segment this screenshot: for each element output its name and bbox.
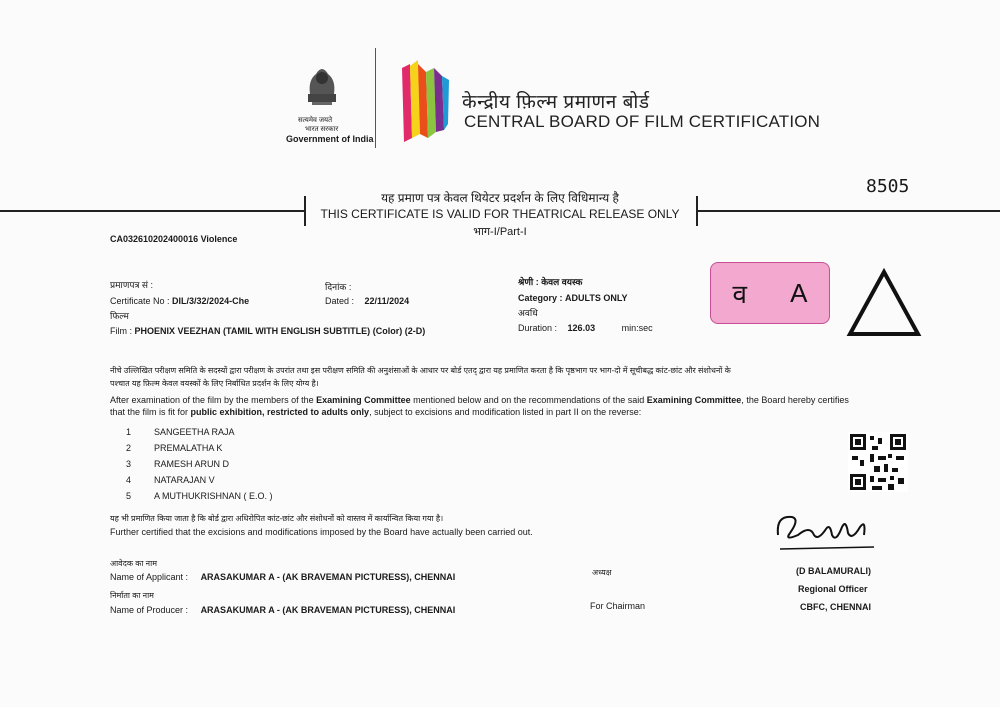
- duration-row: [518, 323, 653, 334]
- triangle-icon: [846, 268, 922, 338]
- board-name-english: CENTRAL BOARD OF FILM CERTIFICATION: [464, 112, 821, 131]
- film-value: PHOENIX VEEZHAN (TAMIL WITH ENGLISH SUBTITLE): [134, 326, 371, 336]
- en-2b: public exhibition, restricted to adults only: [190, 407, 370, 417]
- cert-no-hindi: प्रमाणपत्र सं :: [110, 280, 154, 290]
- en-2c: , subject to excisions and modification listed in part II on the reverse:: [369, 407, 642, 417]
- english-para-line-1: [110, 395, 849, 406]
- list-item: 2 PREMALATHA K: [126, 443, 223, 453]
- validity-notice-english: THIS CERTIFICATE IS VALID FOR THEATRICAL RELEASE ONLY: [320, 207, 680, 221]
- list-item: 5 A MUTHUKRISHNAN ( E.O. ): [126, 491, 273, 501]
- rating-badge-english: A: [790, 277, 808, 308]
- producer-value: ARASAKUMAR A - (AK BRAVEMAN PICTURESS), CHENNAI: [200, 605, 456, 615]
- validity-notice-hindi: यह प्रमाण पत्र केवल थियेटर प्रदर्शन के लिए विधिमान्य है: [381, 191, 619, 205]
- producer-row: [110, 605, 455, 616]
- cert-no-row: [110, 296, 249, 307]
- duration-hindi: अवधि: [518, 308, 538, 318]
- signatory-title: Regional Officer: [798, 584, 868, 594]
- board-name-hindi: केन्द्रीय फ़िल्म प्रमाणन बोर्ड: [462, 92, 650, 113]
- cert-no-value: DIL/3/32/2024-Che: [172, 296, 250, 306]
- film-row: [110, 326, 425, 337]
- en-1a: After examination of the film by the members of the: [110, 395, 317, 405]
- signatory-name: (D BALAMURALI): [796, 566, 871, 576]
- rating-badge-hindi: व: [732, 279, 748, 309]
- govt-english: Government of India: [286, 134, 374, 144]
- cert-no-label: Certificate No :: [110, 296, 170, 306]
- producer-label: Name of Producer :: [110, 605, 189, 615]
- en-2a: that the film is fit for: [110, 407, 191, 417]
- serial-number: 8505: [866, 176, 910, 197]
- list-item: 3 RAMESH ARUN D: [126, 459, 230, 469]
- applicant-label: Name of Applicant :: [110, 572, 189, 582]
- rating-badge: [710, 262, 830, 324]
- further-english: Further certified that the excisions and modifications imposed by the Board have actually been carried out.: [110, 527, 533, 537]
- list-item: 1 SANGEETHA RAJA: [126, 427, 235, 437]
- film-suffix: (Color) (2-D): [372, 326, 426, 336]
- en-1c: mentioned below and on the recommendations of the said: [410, 395, 647, 405]
- applicant-row: [110, 572, 455, 583]
- cbfc-logo-icon: [400, 58, 450, 144]
- english-para-line-2: [110, 407, 641, 418]
- left-rule: [0, 210, 306, 212]
- applicant-value: ARASAKUMAR A - (AK BRAVEMAN PICTURESS), CHENNAI: [200, 572, 456, 582]
- part-label: भाग-I/Part-I: [473, 226, 527, 238]
- date-label: Dated :: [325, 296, 355, 306]
- film-hindi: फिल्म: [110, 311, 129, 321]
- emblem-motto: सत्यमेव जयते: [298, 117, 333, 124]
- qr-code-icon: [848, 432, 908, 492]
- date-value: 22/11/2024: [364, 296, 410, 306]
- list-item: 4 NATARAJAN V: [126, 475, 215, 485]
- en-1e: , the Board hereby certifies: [741, 395, 849, 405]
- signature-icon: [770, 505, 880, 553]
- signatory-office: CBFC, CHENNAI: [800, 602, 871, 612]
- category-value: ADULTS ONLY: [565, 293, 628, 303]
- committee-members-list: [126, 427, 273, 507]
- duration-unit: min:sec: [621, 323, 653, 333]
- applicant-hindi: आवेदक का नाम: [110, 559, 157, 568]
- hindi-para-1: नीचे उल्लिखित परीक्षण समिति के सदस्यों द्वारा परीक्षण के उपरांत तथा इस परीक्षण समिति की अनुशंसाओं के आधार पर बोर्ड एतद् द्वारा यह प्रमाणित करता है कि पृष्ठभाग पर भाग-दो में सूचीबद्ध कांट-छांट और संशोधनों के: [110, 366, 731, 375]
- producer-hindi: निर्माता का नाम: [110, 591, 154, 600]
- duration-label: Duration :: [518, 323, 558, 333]
- further-hindi: यह भी प्रमाणित किया जाता है कि बोर्ड द्वारा अधिरोपित कांट-छांट और संशोधनों को वास्तव में कार्यान्वित किया गया है।: [110, 514, 444, 523]
- chairman-english: For Chairman: [590, 601, 646, 611]
- duration-value: 126.03: [567, 323, 596, 333]
- chairman-hindi: अध्यक्ष: [592, 568, 612, 577]
- header-divider: [375, 48, 376, 148]
- film-label: Film :: [110, 326, 132, 336]
- govt-hindi: भारत सरकार: [305, 126, 339, 133]
- category-label: Category :: [518, 293, 563, 303]
- hindi-para-2: पश्चात यह फ़िल्म केवल वयस्कों के लिए निर्बाधित प्रदर्शन के लिए योग्य है।: [110, 379, 319, 388]
- en-1b: Examining Committee: [316, 395, 411, 405]
- date-row: [325, 296, 409, 307]
- state-emblem-icon: [298, 60, 346, 118]
- en-1d: Examining Committee: [646, 395, 742, 405]
- reference-code: CA032610202400016 Violence: [110, 234, 238, 244]
- category-hindi: श्रेणी : केवल वयस्क: [518, 277, 583, 287]
- date-hindi: दिनांक :: [325, 282, 352, 292]
- category-row: [518, 293, 628, 304]
- right-rule: [696, 210, 1000, 212]
